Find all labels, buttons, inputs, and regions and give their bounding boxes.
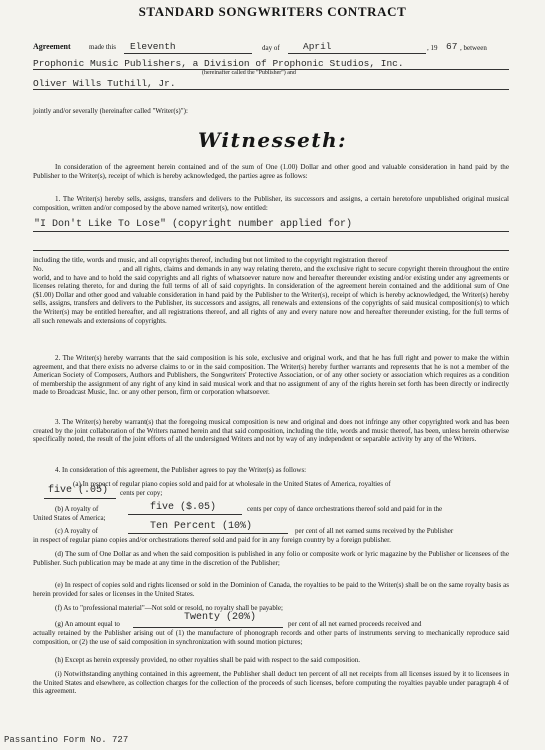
clause-1-start: 1. The Writer(s) hereby sells, assigns, transfers and delivers to the Publisher, its successors and assigns, a certain heretofore unpublished original musical composition, written and/or composed by the above named writer(s), now entitled: — [33, 195, 509, 212]
clause-4a-value: five (.05) — [48, 485, 109, 496]
between-label: , between — [460, 44, 487, 52]
clause-4a-text: (a) In respect of regular piano copies sold and paid for at wholesale in the United States of America, royalties of — [73, 480, 391, 488]
clause-4b-post: cents per copy of dance orchestrations thereof sold and paid for in the — [247, 505, 443, 513]
day-of-label: day of — [262, 44, 280, 52]
clause-4d: (d) The sum of One Dollar as and when the said composition is published in any folio or composite work or lyric magazine by the Publisher or licensees of the Publisher. Such publication may be made at any time in the discretion of the Publisher; — [33, 550, 509, 567]
clause-4b-end: United States of America; — [33, 514, 106, 522]
clause-3: 3. The Writer(s) hereby warrant(s) that the foregoing musical composition is new and original and does not infringe any other copyrighted work and has been created by the joint collaboration of the Writers named herein and that said composition, including the title, words and music thereof, has been, unless herein otherwise specifically noted, the result of the joint efforts of all the undersigned Writers and not by way of any independent or separable activity by any of the Writers. — [33, 418, 509, 444]
clause-4c-rest: in respect of regular piano copies and/or orchestrations thereof sold and paid for in any foreign country by a foreign publisher. — [33, 536, 391, 544]
song-title: "I Don't Like To Lose" (copyright number applied for) — [34, 219, 353, 230]
agreement-day-value: Eleventh — [130, 41, 176, 52]
clause-4g-value: Twenty (20%) — [184, 612, 257, 623]
clause-4c-post: per cent of all net earned sums received by the Publisher — [295, 527, 454, 535]
clause-2: 2. The Writer(s) hereby warrants that the said composition is his sole, exclusive and original work, and that he has full right and power to make the within agreement, and that there exists no adverse claims to or in the said composition. The Writer(s) hereby further warrants and represents that he is not a member of the American Society of Composers, Authors and Publishers, the Songwriters' Protective Association, or of any other society or association which requires as a condition of membership the assignment of any right of any kind in said musical work and that no assignment of any of the rights herein set forth has been directly or indirectly made to Broadcast Music, Inc. or any other person, firm or corporation whatsoever. — [33, 354, 509, 397]
writer-name: Oliver Wills Tuthill, Jr. — [33, 78, 176, 89]
clause-4f: (f) As to "professional material"—Not sold or resold, no royalty shall be payable; — [55, 604, 283, 612]
witnesseth-heading: Witnesseth: — [197, 128, 348, 152]
clause-1-no: No. — [33, 265, 44, 273]
clause-4c-value: Ten Percent (10%) — [150, 521, 253, 532]
clause-4g-rest: actually retained by the Publisher arising out of (1) the manufacture of phonograph records and other parts of instruments serving to mechanically reproduce said composition, or (2) the use of said composition in synchronization with sound motion pictures; — [33, 629, 509, 646]
clause-4-intro: 4. In consideration of this agreement, the Publisher agrees to pay the Writer(s) as follows: — [55, 466, 307, 474]
clause-4e: (e) In respect of copies sold and rights licensed or sold in the Dominion of Canada, the royalties to be paid to the Writer(s) shall be on the same royalty basis as herein provided for sales or licenses in the United States. — [33, 581, 509, 598]
clause-4a-post: cents per copy; — [120, 489, 163, 497]
contract-title: STANDARD SONGWRITERS CONTRACT — [138, 4, 407, 19]
made-this-label: made this — [89, 43, 117, 51]
clause-4g-post: per cent of all net earned proceeds received and — [288, 620, 422, 628]
year-prefix-label: , 19 — [427, 44, 438, 52]
intro-paragraph: In consideration of the agreement herein contained and of the sum of One (1.00) Dollar and other good and valuable consideration in hand paid by the Publisher to the Writer(s), receipt of which is hereby acknowledged, the parties agree as follows: — [33, 163, 509, 180]
clause-4h: (h) Except as herein expressly provided, no other royalties shall be paid with respect to the said composition. — [55, 656, 361, 664]
form-number-footer: Passantino Form No. 727 — [4, 735, 129, 745]
clause-4b-pre: (b) A royalty of — [55, 505, 99, 513]
clause-4g-pre: (g) An amount equal to — [55, 620, 120, 628]
agreement-month-value: April — [303, 41, 332, 52]
publisher-note: (hereinafter called the "Publisher") and — [202, 70, 296, 76]
publisher-name: Prophonic Music Publishers, a Division of Prophonic Studios, Inc. — [33, 58, 404, 69]
agreement-year-value: 67 — [446, 41, 458, 52]
clause-1-rest-a: including the title, words and music, and all copyrights thereof, including but not limited to the copyright registration thereof — [33, 256, 388, 264]
agreement-label: Agreement — [33, 42, 71, 51]
jointly-text: jointly and/or severally (hereinafter called "Writer(s)"): — [33, 107, 188, 115]
clause-4b-value: five ($.05) — [150, 502, 217, 513]
clause-4c-pre: (c) A royalty of — [55, 527, 98, 535]
clause-4i: (i) Notwithstanding anything contained in this agreement, the Publisher shall deduct ten percent of all net receipts from all licenses issued by it to licensees in the United States and elsewhere, as collection charges for the collection of the proceeds of such licenses, before computing the royalties payable under paragraph 4 of this agreement. — [33, 670, 509, 696]
clause-1-rest-b: , and all rights, claims and demands in any way relating thereto, and the exclusive right to secure copyright therein throughout the entire world, and to have and to hold the said copyrights and all rights of whatsoever nature now and hereafter thereunder existing and/or existing under any agreements or licenses relating thereto, for and during the full terms of all of said copyrights. In consideration of the agreement herein contained and the additional sum of One ($1.00) Dollar and other good and valuable consideration in hand paid by the Publisher to the Writer(s), receipt of which is hereby acknowledged, the Writer(s) hereby sells, assigns, transfers and delivers to the Publisher, its successors and assigns, all renewals and extensions of the copyrights of said musical composition(s) to which the Writer(s) may be entitled hereafter, and all registrations thereof, and all rights of any and every nature now and hereafter thereunder existing, for the full terms of all such renewals and extensions of copyrights. — [33, 265, 509, 325]
